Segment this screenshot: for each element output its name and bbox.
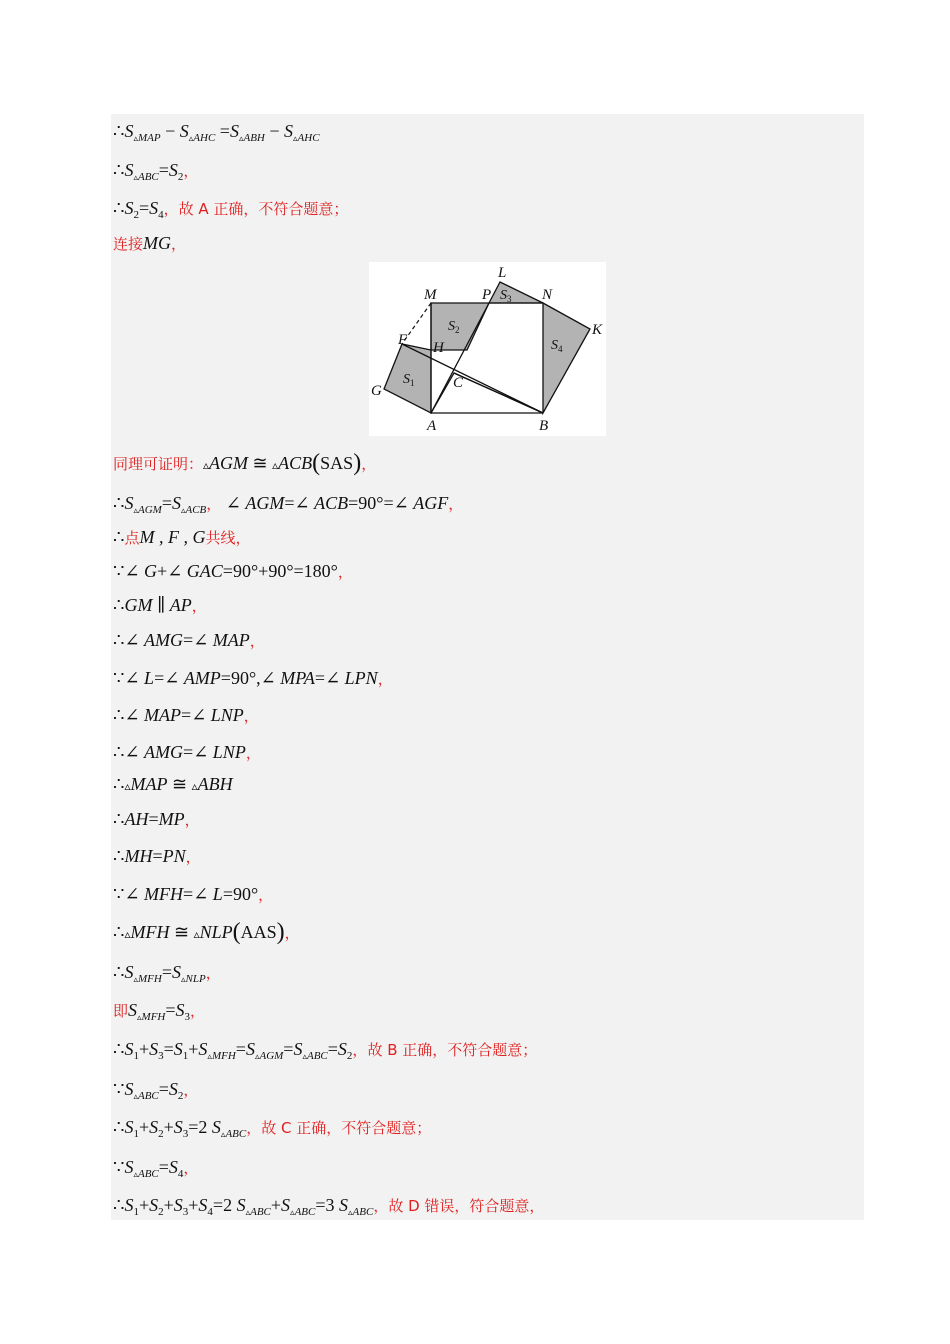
solution-line: $\because S_{▵ABC}=S_4$， xyxy=(113,1157,199,1180)
solution-line: 连接MG， xyxy=(113,233,187,253)
label-l: L xyxy=(498,265,507,281)
solution-line: ∴▵MAP ≅ ▵ABH xyxy=(113,774,233,794)
triangle-abc xyxy=(431,373,543,413)
solution-line: 同理可证明：▵AGM ≅ ▵ACB(SAS)， xyxy=(113,450,377,476)
solution-line: ∴MH=PN， xyxy=(113,846,201,866)
solution-line: ∴∠ MAP=∠ LNP， xyxy=(113,705,259,725)
label-g: G xyxy=(371,383,382,399)
geometry-diagram xyxy=(369,262,606,436)
solution-line: $\therefore S_{▵ABC}=S_2$， xyxy=(113,160,199,183)
solution-line: 即$S_{▵MFH}=S_3$， xyxy=(113,1000,206,1023)
solution-line: $\therefore S_1+S_3=S_1+S_{▵MFH}=S_{▵AGM}=S_{▵ABC}=S_2$，故 B 正确，不符合题意； xyxy=(113,1039,538,1062)
solution-line: $\therefore S_{▵MFH}=S_{▵NLP}$， xyxy=(113,962,221,985)
solution-line: ∵∠ G+∠ GAC=90°+90°=180°， xyxy=(113,561,353,581)
label-p: P xyxy=(482,287,492,303)
solution-line: ∴∠ AMG=∠ MAP， xyxy=(113,630,265,650)
region-s3 xyxy=(489,282,543,303)
solution-line: ∴▵MFH ≅ ▵NLP(AAS)， xyxy=(113,919,300,945)
label-f: F xyxy=(398,332,408,348)
label-s4: $S_4$ xyxy=(551,338,563,354)
label-a: A xyxy=(427,418,437,434)
solution-line: $\therefore S_2=S_4$，故 A 正确，不符合题意； xyxy=(113,198,349,221)
label-b: B xyxy=(539,418,549,434)
conclusion-note: 故 A 正确，不符合题意； xyxy=(178,200,349,218)
conclusion-note: 故 D 错误，符合题意， xyxy=(388,1197,545,1215)
solution-line: ∵∠ L=∠ AMP=90°,∠ MPA=∠ LPN， xyxy=(113,668,393,688)
label-s3: $S_3$ xyxy=(500,288,512,304)
solution-line: ∴点M , F , G共线， xyxy=(113,527,251,547)
solution-line: $\therefore S_1+S_2+S_3+S_4=2$ $S_{▵ABC}+S_{▵ABC}=3$ $S_{▵ABC}$，故 D 错误，符合题意， xyxy=(113,1195,545,1218)
solution-line: ∵∠ MFH=∠ L=90°， xyxy=(113,884,274,904)
label-s2: $S_2$ xyxy=(448,319,460,335)
solution-line: ∴GM ∥ AP， xyxy=(113,595,207,615)
geometry-figure xyxy=(369,262,606,436)
label-k: K xyxy=(592,322,603,338)
conclusion-note: 故 B 正确，不符合题意； xyxy=(367,1041,538,1059)
solution-line: $\therefore S_{▵MAP} - S_{▵AHC} =S_{▵ABH} - S_{▵AHC}$ xyxy=(113,121,320,144)
label-c: C xyxy=(453,375,464,391)
region-s4 xyxy=(543,303,590,413)
solution-line: ∴AH=MP， xyxy=(113,809,200,829)
conclusion-note: 故 C 正确，不符合题意； xyxy=(261,1119,432,1137)
label-n: N xyxy=(542,287,553,303)
label-h: H xyxy=(433,340,444,356)
label-s1: $S_1$ xyxy=(403,372,415,388)
solution-line: $\therefore S_1+S_2+S_3=2$ $S_{▵ABC}$，故 C 正确，不符合题意； xyxy=(113,1117,432,1140)
solution-line: ∴∠ AMG=∠ LNP， xyxy=(113,742,261,762)
solution-line: $\because S_{▵ABC}=S_2$， xyxy=(113,1079,199,1102)
label-m: M xyxy=(424,287,437,303)
solution-line: $\therefore S_{▵AGM}=S_{▵ACB}$， ∠ AGM=∠ ACB=90°=∠ AGF， xyxy=(113,493,464,516)
